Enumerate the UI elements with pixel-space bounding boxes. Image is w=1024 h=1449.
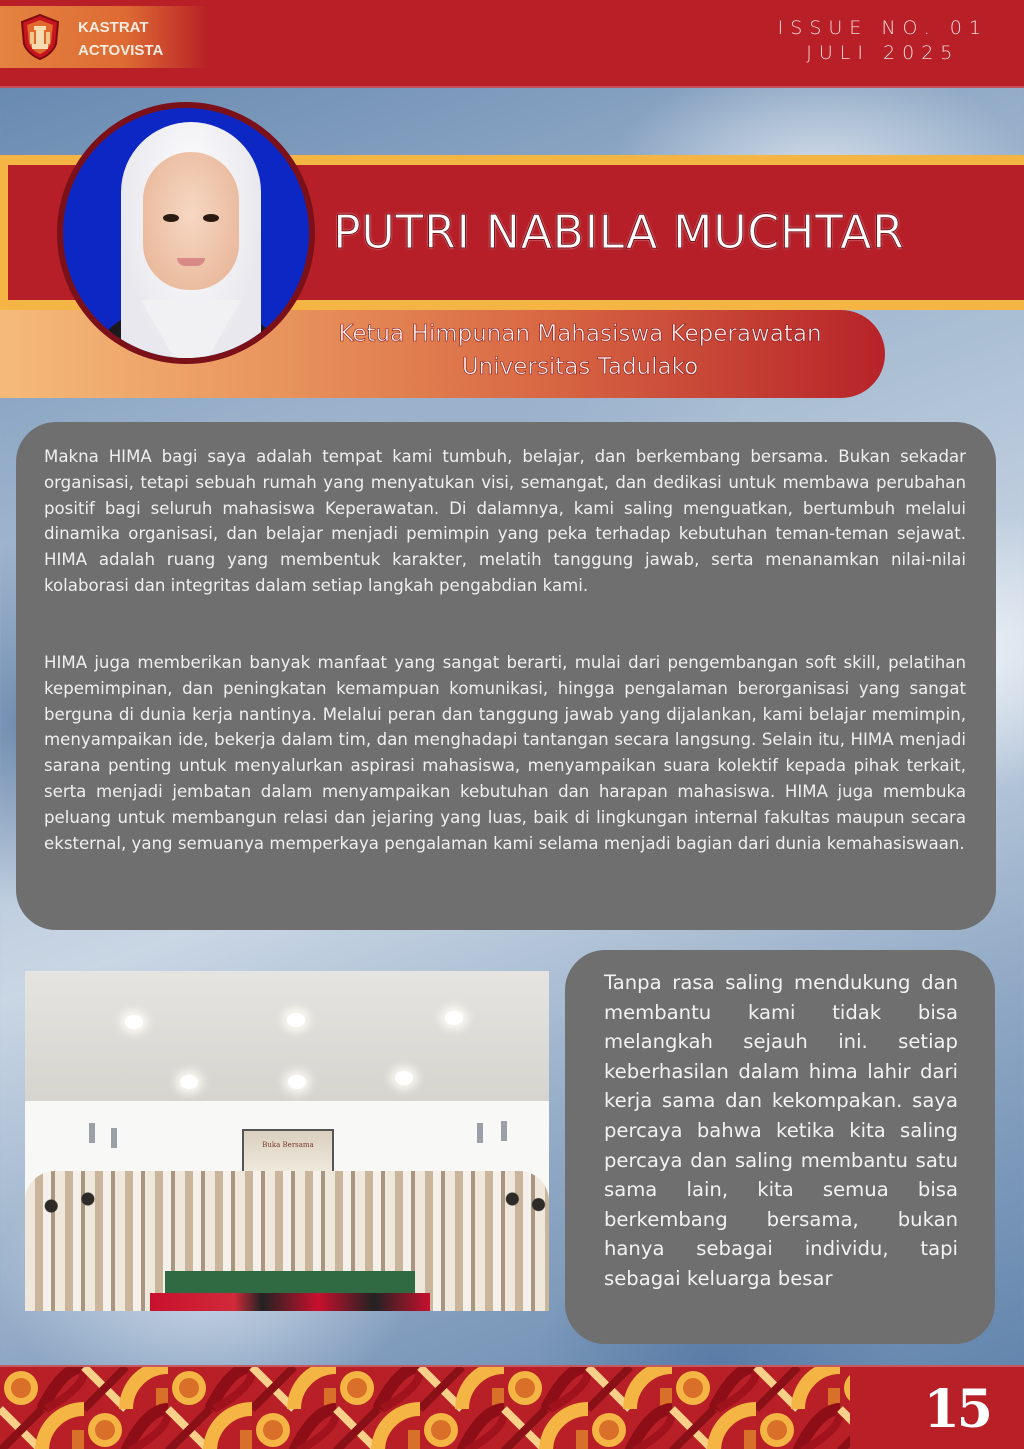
profile-name: PUTRI NABILA MUCHTAR <box>333 205 905 259</box>
pattern-ring-center <box>263 1420 283 1440</box>
brand-block <box>0 6 210 68</box>
pattern-ring-center <box>179 1378 199 1398</box>
pattern-block <box>240 1430 252 1449</box>
issue-date: JULI 2025 <box>806 42 960 64</box>
pattern-ring-center <box>95 1420 115 1440</box>
ceiling-light <box>287 1013 305 1027</box>
ceiling-light <box>125 1015 143 1029</box>
quote-text: Tanpa rasa saling mendukung dan membantu kami tidak bisa melangkah sejauh ini. setiap keberhasilan dalam hima lahir dari kerja sama dan kekompakan. saya percaya bahwa ketika kita saling percaya dan saling membantu satu sama lain, kita semua bisa berkembang bersama, bukan hanya sebagai individu, tapi sebagai keluarga besar <box>604 971 958 1290</box>
page-number: 15 <box>923 1379 990 1440</box>
pattern-ring <box>844 1371 850 1405</box>
footer-bar <box>0 1365 1024 1449</box>
wall-window <box>501 1121 507 1141</box>
pattern-ring-center <box>683 1378 703 1398</box>
role-line-1: Ketua Himpunan Mahasiswa Keperawatan <box>338 321 822 347</box>
wall-window <box>89 1123 95 1143</box>
ceiling-light <box>180 1075 198 1089</box>
brand-line-1: KASTRAT <box>78 19 149 36</box>
brand-name <box>78 16 163 62</box>
pattern-block <box>72 1430 84 1449</box>
photo-rug <box>150 1293 430 1311</box>
photo-ceiling <box>25 971 549 1101</box>
header-bar <box>0 0 1024 88</box>
pattern-block <box>744 1430 756 1449</box>
issue-number: ISSUE NO. 01 <box>777 17 988 39</box>
ceiling-light <box>395 1071 413 1085</box>
issue-info <box>778 16 988 66</box>
pattern-ring-center <box>767 1420 787 1440</box>
portrait-eye-left <box>163 214 179 222</box>
portrait-face <box>143 152 239 290</box>
pattern-block <box>576 1430 588 1449</box>
ceiling-light <box>288 1075 306 1089</box>
chess-rook-shield-icon <box>20 14 60 60</box>
wall-window <box>477 1123 483 1143</box>
pattern-ring-center <box>599 1420 619 1440</box>
brand-line-2: ACTOVISTA <box>78 42 164 59</box>
pattern-ring-center <box>11 1378 31 1398</box>
quote-box <box>565 950 995 1344</box>
ceiling-light <box>445 1011 463 1025</box>
profile-role <box>300 318 860 384</box>
portrait-eye-right <box>203 214 219 222</box>
article-paragraph-2: HIMA juga memberikan banyak manfaat yang sangat berarti, mulai dari pengembangan soft skill, pelatihan kepemimpinan, dan peningkatan kemampuan komunikasi, hingga pengalaman berorganisasi yang sangat berguna di dunia kerja nantinya. Melalui peran dan tanggung jawab yang dijalankan, kami belajar memimpin, menyampaikan ide, bekerja dalam tim, dan menghadapi tantangan secara langsung. Selain itu, HIMA menjadi sarana penting untuk menyalurkan aspirasi mahasiswa, menyampaikan suara kolektif kepada pihak terkait, serta menjadi jembatan dalam menyampaikan kebutuhan dan harapan mahasiswa. HIMA juga membuka peluang untuk membangun relasi dan jejaring yang luas, baik di lingkungan internal fakultas maupun secara eksternal, yang semuanya memperkaya pengalaman kami selama menjadi bagian dari dunia kemahasiswaan. <box>44 653 966 853</box>
pattern-ring-center <box>347 1378 367 1398</box>
pattern-ring-center <box>431 1420 451 1440</box>
role-line-2: Universitas Tadulako <box>461 354 699 380</box>
article-box <box>16 422 996 930</box>
portrait-photo <box>57 102 315 364</box>
pattern-ring-center <box>515 1378 535 1398</box>
event-sign: Buka Bersama <box>242 1129 334 1173</box>
batik-circle-pattern-icon <box>0 1367 850 1449</box>
article-paragraph-1: Makna HIMA bagi saya adalah tempat kami tumbuh, belajar, dan berkembang bersama. Bukan sekadar organisasi, tetapi sebuah rumah yang menyatukan visi, semangat, dan dedikasi untuk membawa perubahan positif bagi seluruh mahasiswa Keperawatan. Di dalamnya, kami saling menguatkan, bertumbuh melalui dinamika organisasi, dan belajar menjadi pemimpin yang peka terhadap kebutuhan teman-teman sejawat. HIMA adalah ruang yang membentuk karakter, melatih tanggung jawab, serta menanamkan nilai-nilai kolaborasi dan integritas dalam setiap langkah pengabdian kami. <box>44 447 966 595</box>
portrait-mouth <box>177 258 205 266</box>
pattern-block <box>408 1430 420 1449</box>
group-photo <box>25 971 549 1311</box>
wall-window <box>111 1128 117 1148</box>
portrait-background <box>63 108 309 358</box>
